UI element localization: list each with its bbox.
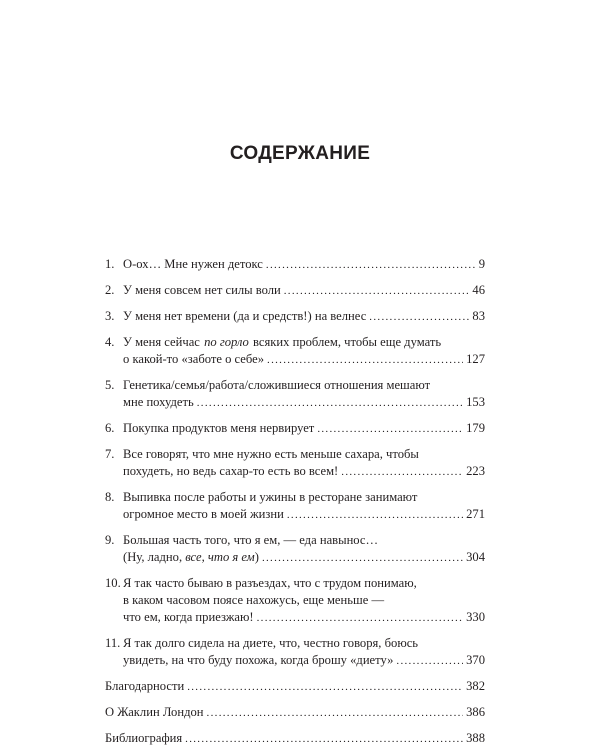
- toc-entry-title-cont: похудеть, но ведь сахар-то есть во всем!: [123, 464, 339, 478]
- leader-dots: [287, 507, 463, 524]
- toc-entry-page: 304: [466, 550, 485, 564]
- toc-entry-title-cont: о какой-то «заботе о себе»: [123, 352, 265, 366]
- toc-entry-title-cont: увидеть, на что буду похожа, когда брошу «диету»: [123, 653, 394, 667]
- toc-entry-about-author[interactable]: [105, 704, 485, 722]
- toc-entry-number: 7.: [105, 447, 115, 461]
- toc-entry-page: 9: [478, 257, 485, 271]
- toc-entry-number: 3.: [105, 309, 115, 323]
- toc-entry-number: 6.: [105, 421, 115, 435]
- leader-dots: [267, 352, 463, 369]
- toc-entry-page: 330: [466, 610, 485, 624]
- toc-entry-page: 83: [472, 309, 485, 323]
- toc-entry-page: 179: [466, 421, 485, 435]
- toc-entry-2[interactable]: [105, 282, 485, 300]
- leader-dots: [266, 257, 476, 274]
- toc-entry-title: Все говорят, что мне нужно есть меньше сахара, чтобы: [123, 447, 419, 461]
- leader-dots: [369, 309, 469, 326]
- toc-entry-bibliography[interactable]: [105, 730, 485, 748]
- toc-entry-11[interactable]: [105, 635, 485, 670]
- toc-entry-title: Благодарности: [105, 679, 185, 693]
- toc-entry-title: У меня совсем нет силы воли: [123, 283, 281, 297]
- toc-entry-number: 8.: [105, 490, 115, 504]
- toc-entry-page: 127: [466, 352, 485, 366]
- toc-entry-title: У меня нет времени (да и средств!) на велнес: [123, 309, 367, 323]
- toc-entry-title: Генетика/семья/работа/сложившиеся отношения мешают: [123, 378, 431, 392]
- toc-entry-title: Я так долго сидела на диете, что, честно говоря, боюсь: [123, 636, 419, 650]
- toc-entry-title: Выпивка после работы и ужины в ресторане занимают: [123, 490, 418, 504]
- toc-entry-1[interactable]: [105, 256, 485, 274]
- leader-dots: [341, 464, 463, 481]
- leader-dots: [284, 283, 470, 300]
- toc-entry-title: Большая часть того, что я ем, — еда навынос…: [123, 533, 379, 547]
- toc-entry-page: 382: [466, 679, 485, 693]
- leader-dots: [396, 653, 463, 670]
- toc-entry-page: 46: [472, 283, 485, 297]
- toc-entry-title: Покупка продуктов меня нервирует: [123, 421, 315, 435]
- toc-entry-3[interactable]: [105, 308, 485, 326]
- toc-entry-page: 386: [466, 705, 485, 719]
- toc-entry-title: О-ох… Мне нужен детокс: [123, 257, 263, 271]
- toc-entry-page: 388: [466, 731, 485, 745]
- toc-entry-6[interactable]: [105, 420, 485, 438]
- page-title: СОДЕРЖАНИЕ: [229, 143, 371, 164]
- toc-entry-emphasis: все, что я ем: [185, 550, 255, 564]
- toc-entry-title: О Жаклин Лондон: [105, 705, 204, 719]
- toc-entry-number: 1.: [105, 257, 115, 271]
- toc-entry-4[interactable]: [105, 334, 485, 369]
- leader-dots: [257, 610, 464, 627]
- toc-entry-emphasis: по горло: [204, 335, 249, 349]
- toc-entry-page: 271: [466, 507, 485, 521]
- toc-entry-10[interactable]: [105, 575, 485, 627]
- leader-dots: [185, 731, 463, 748]
- toc-entry-number: 2.: [105, 283, 115, 297]
- toc-entry-title: Библиография: [105, 731, 183, 745]
- toc-entry-5[interactable]: [105, 377, 485, 412]
- toc-entry-acknowledgements[interactable]: [105, 678, 485, 696]
- toc-entry-number: 10.: [105, 576, 121, 590]
- leader-dots: [197, 395, 463, 412]
- toc-entry-9[interactable]: [105, 532, 485, 567]
- leader-dots: [317, 421, 463, 438]
- toc-entry-number: 5.: [105, 378, 115, 392]
- table-of-contents: [105, 256, 485, 756]
- leader-dots: [207, 705, 464, 722]
- leader-dots: [262, 550, 463, 567]
- toc-entry-page: 153: [466, 395, 485, 409]
- toc-entry-7[interactable]: [105, 446, 485, 481]
- toc-entry-8[interactable]: [105, 489, 485, 524]
- toc-entry-title-cont: (Ну, ладно, все, что я ем): [123, 550, 259, 564]
- toc-entry-title-cont: мне похудеть: [123, 395, 194, 409]
- leader-dots: [187, 679, 463, 696]
- toc-entry-page: 370: [466, 653, 485, 667]
- toc-entry-number: 4.: [105, 335, 115, 349]
- toc-entry-page: 223: [466, 464, 485, 478]
- toc-entry-title: Я так часто бываю в разъездах, что с трудом понимаю,: [123, 576, 417, 590]
- toc-entry-number: 9.: [105, 533, 115, 547]
- toc-entry-title-cont: в каком часовом поясе нахожусь, еще меньше —: [123, 593, 385, 607]
- toc-entry-title: У меня сейчас по горло всяких проблем, чтобы еще думать: [123, 335, 442, 349]
- toc-entry-title-cont: что ем, когда приезжаю!: [123, 610, 254, 624]
- toc-entry-title-cont: огромное место в моей жизни: [123, 507, 284, 521]
- toc-entry-number: 11.: [105, 636, 121, 650]
